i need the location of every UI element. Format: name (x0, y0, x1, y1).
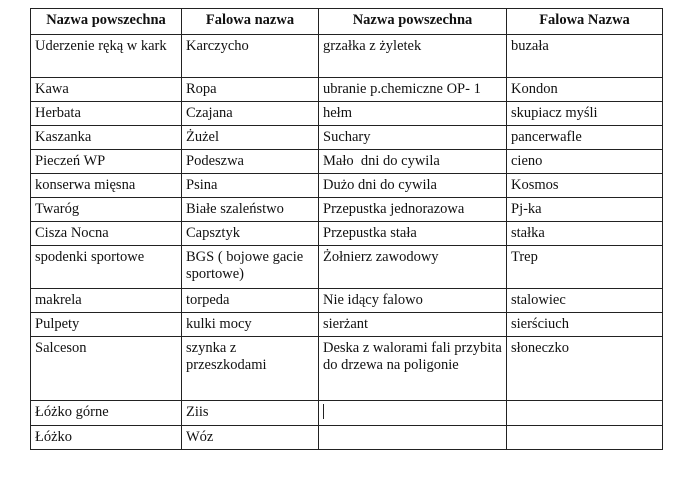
table-cell[interactable]: ubranie p.chemiczne OP- 1 (319, 78, 507, 102)
table-row (31, 313, 663, 337)
table-cell[interactable]: Przepustka jednorazowa (319, 198, 507, 222)
table-row (31, 150, 663, 174)
header-slang-name-1: Falowa nazwa (182, 9, 319, 35)
table-cell[interactable]: cieno (507, 150, 663, 174)
table-row (31, 174, 663, 198)
table-cell[interactable]: grzałka z żyletek (319, 35, 507, 78)
table-cell[interactable]: Kaszanka (31, 126, 182, 150)
table-cell[interactable]: Czajana (182, 102, 319, 126)
text-cursor (323, 404, 324, 419)
table-cell[interactable]: Nie idący falowo (319, 289, 507, 313)
table-cell[interactable]: Kawa (31, 78, 182, 102)
table-cell[interactable]: Wóz (182, 426, 319, 450)
table-row (31, 78, 663, 102)
table-row (31, 126, 663, 150)
table-cell[interactable]: Herbata (31, 102, 182, 126)
table-cell[interactable]: Ropa (182, 78, 319, 102)
table-cell[interactable]: słoneczko (507, 337, 663, 401)
table-cell[interactable]: Deska z walorami fali przybita do drzewa na poligonie (319, 337, 507, 401)
table-cell[interactable]: stałka (507, 222, 663, 246)
table-row (31, 246, 663, 289)
table-row (31, 35, 663, 78)
table-cell[interactable]: Psina (182, 174, 319, 198)
table-cell[interactable]: Capsztyk (182, 222, 319, 246)
table-cell[interactable]: Przepustka stała (319, 222, 507, 246)
table-cell[interactable]: Dużo dni do cywila (319, 174, 507, 198)
table-cell[interactable]: sierściuch (507, 313, 663, 337)
table-cell[interactable]: Suchary (319, 126, 507, 150)
table-cell[interactable]: Pieczeń WP (31, 150, 182, 174)
table-cell[interactable]: makrela (31, 289, 182, 313)
table-cell[interactable]: Ziis (182, 401, 319, 426)
table-cell[interactable]: buzała (507, 35, 663, 78)
table-cell[interactable]: Kosmos (507, 174, 663, 198)
table-row (31, 102, 663, 126)
table-cell[interactable]: Twaróg (31, 198, 182, 222)
table-cell[interactable] (507, 426, 663, 450)
table-cell[interactable]: Salceson (31, 337, 182, 401)
table-cell[interactable]: sierżant (319, 313, 507, 337)
table-cell[interactable]: szynka z przeszkodami (182, 337, 319, 401)
table-cell-with-cursor[interactable] (319, 401, 507, 426)
table-row (31, 401, 663, 426)
table-cell[interactable] (507, 401, 663, 426)
table-cell[interactable]: kulki mocy (182, 313, 319, 337)
table-cell[interactable]: Karczycho (182, 35, 319, 78)
table-cell[interactable]: torpeda (182, 289, 319, 313)
table-cell[interactable]: Żużel (182, 126, 319, 150)
header-slang-name-2: Falowa Nazwa (507, 9, 663, 35)
header-common-name-2: Nazwa powszechna (319, 9, 507, 35)
table-cell[interactable]: Cisza Nocna (31, 222, 182, 246)
table-row (31, 222, 663, 246)
table-cell[interactable]: Mało dni do cywila (319, 150, 507, 174)
table-cell[interactable]: BGS ( bojowe gacie sportowe) (182, 246, 319, 289)
table-cell[interactable]: Pj-ka (507, 198, 663, 222)
table-row (31, 337, 663, 401)
table-cell[interactable]: Łóżko górne (31, 401, 182, 426)
vocabulary-table (30, 8, 663, 450)
table-cell[interactable]: Uderzenie ręką w kark (31, 35, 182, 78)
table-cell[interactable]: Pulpety (31, 313, 182, 337)
table-cell[interactable]: Podeszwa (182, 150, 319, 174)
table-cell[interactable]: stalowiec (507, 289, 663, 313)
table-cell[interactable]: Łóżko (31, 426, 182, 450)
table-cell[interactable]: spodenki sportowe (31, 246, 182, 289)
table-row (31, 198, 663, 222)
table-cell[interactable]: Trep (507, 246, 663, 289)
table-row (31, 289, 663, 313)
table-cell[interactable] (319, 426, 507, 450)
table-cell[interactable]: Białe szaleństwo (182, 198, 319, 222)
table-cell[interactable]: konserwa mięsna (31, 174, 182, 198)
table-row (31, 426, 663, 450)
table-cell[interactable]: skupiacz myśli (507, 102, 663, 126)
header-common-name-1: Nazwa powszechna (31, 9, 182, 35)
table-cell[interactable]: pancerwafle (507, 126, 663, 150)
table-cell[interactable]: hełm (319, 102, 507, 126)
table-cell[interactable]: Żołnierz zawodowy (319, 246, 507, 289)
table-header-row (31, 9, 663, 35)
table-cell[interactable]: Kondon (507, 78, 663, 102)
